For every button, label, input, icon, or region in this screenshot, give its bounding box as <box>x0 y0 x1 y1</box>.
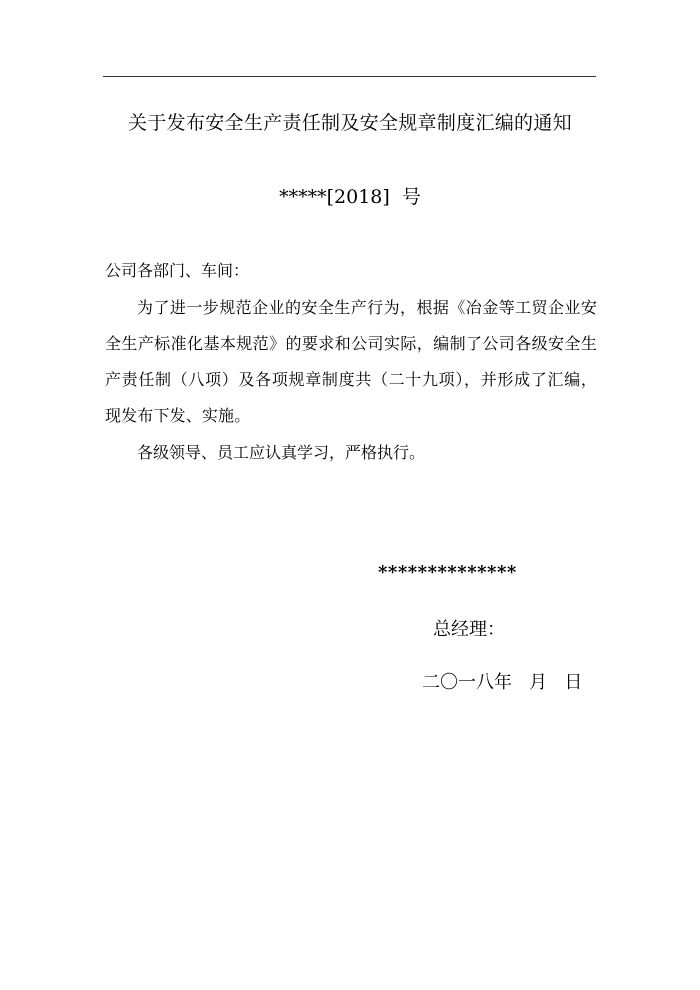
signer-name: ************** <box>378 562 517 583</box>
general-manager-label: 总经理： <box>433 619 505 640</box>
document-date: 二〇一八年 月 日 <box>422 672 583 693</box>
header-rule <box>103 76 596 77</box>
document-number: *****[2018] 号 <box>279 186 421 208</box>
salutation: 公司各部门、车间： <box>105 261 250 280</box>
body-paragraph: 为了进一步规范企业的安全生产行为，根据《冶金等工贸企业安全生产标准化基本规范》的要求和公司实际，编制了公司各级安全生产责任制（八项）及各项规章制度共（二十九项），并形成了汇编，现发布下发、实施。 <box>105 298 597 425</box>
document-title: 关于发布安全生产责任制及安全规章制度汇编的通知 <box>128 112 572 134</box>
closing-paragraph: 各级领导、员工应认真学习，严格执行。 <box>137 443 426 462</box>
